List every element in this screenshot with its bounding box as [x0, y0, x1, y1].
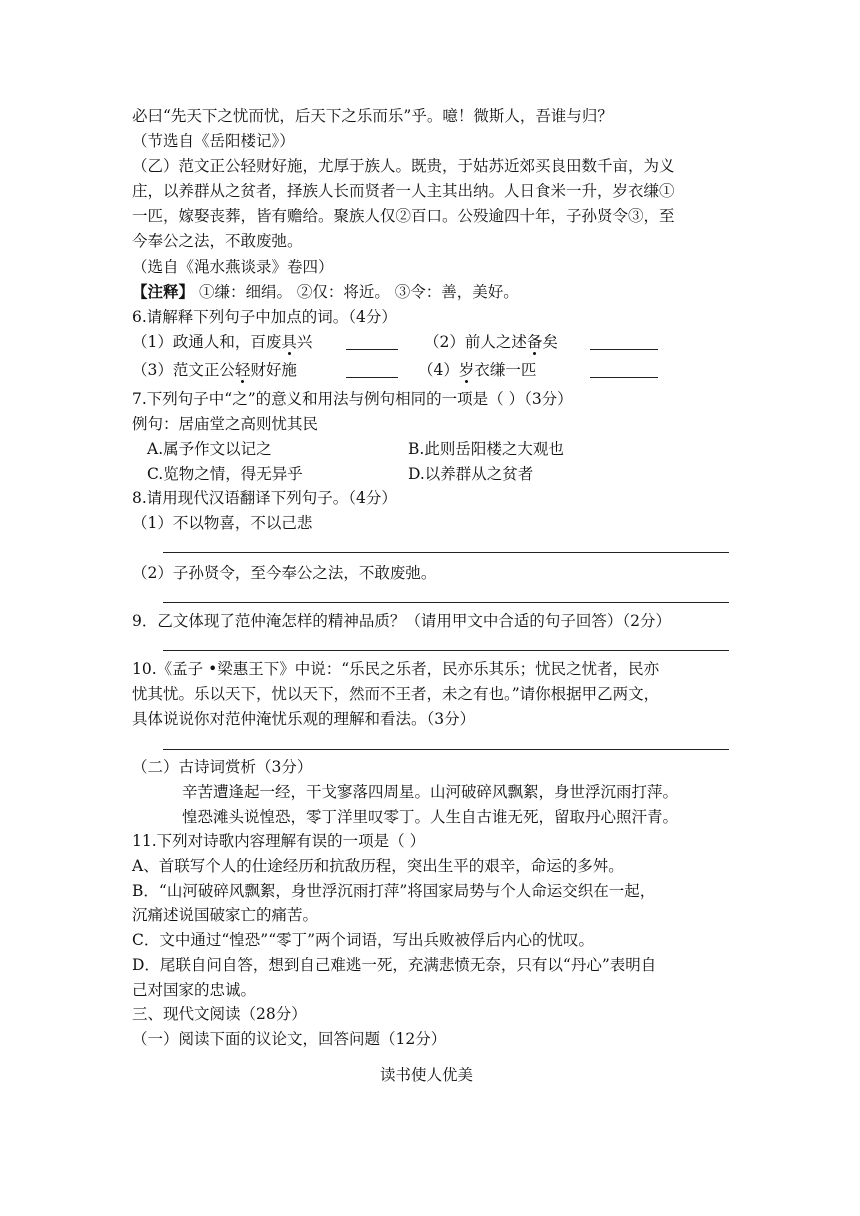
q9-title: 9．乙文体现了范仲淹怎样的精神品质？（请用甲文中合适的句子回答）（2分） — [132, 612, 671, 630]
q8-answer-line-2[interactable] — [163, 602, 729, 603]
q9-answer-line[interactable] — [163, 650, 729, 651]
q6-title: 6.请解释下列句子中加点的词。（4分） — [132, 308, 397, 326]
q10-line-2: 忧其忧。乐以天下，忧以天下，然而不王者，未之有也。”请你根据甲乙两文， — [132, 685, 660, 703]
q6-item-4-pre: （4） — [418, 361, 459, 379]
poem-heading: （二）古诗词赏析（3分） — [132, 758, 313, 776]
q7-title: 7.下列句子中“之”的意义和用法与例句相同的一项是（ ）（3分） — [132, 390, 573, 408]
q6-item-2-post: 矣 — [542, 333, 558, 351]
q10-line-1: 10.《孟子 •梁惠王下》中说：“乐民之乐者，民亦乐其乐；忧民之忧者，民亦 — [132, 660, 660, 678]
jia-end-line: 必曰“先天下之忧而忧，后天下之乐而乐”乎。噫！微斯人，吾谁与归？ — [132, 107, 613, 125]
q6-answer-blank-1[interactable] — [346, 349, 398, 350]
yi-line-2: 庄，以养群从之贫者，择族人长而贤者一人主其出纳。人日食米一升，岁衣缣① — [132, 182, 675, 200]
q10-line-3: 具体说说你对范仲淹忧乐观的理解和看法。（3分） — [132, 710, 476, 728]
q6-item-1-dotted-word: 具 — [281, 333, 297, 351]
jia-source: （节选自《岳阳楼记》） — [132, 132, 295, 150]
q11-option-d-line-1: D．尾联自问自答，想到自己难逃一死，充满悲愤无奈，只有以“丹心”表明自 — [132, 956, 657, 974]
q6-item-3 — [132, 359, 297, 381]
q7-option-d: D.以养群从之贫者 — [408, 465, 534, 483]
q6-item-1-pre: （1）政通人和，百废 — [132, 333, 282, 351]
q6-item-3-dotted-word: 轻 — [234, 361, 251, 379]
poem-line-2: 惶恐滩头说惶恐，零丁洋里叹零丁。人生自古谁无死，留取丹心照汗青。 — [182, 808, 679, 826]
q6-item-1 — [132, 331, 312, 353]
q11-title: 11.下列对诗歌内容理解有误的一项是（ ） — [132, 832, 426, 850]
q6-item-2-pre: （2）前人之述 — [424, 333, 527, 351]
yi-line-1: （乙）范文正公轻财好施，尤厚于族人。既贵，于姑苏近郊买良田数千亩，为义 — [132, 157, 675, 175]
q6-answer-blank-2[interactable] — [590, 349, 658, 350]
q8-sentence-1: （1）不以物喜，不以己悲 — [132, 514, 313, 532]
q7-example: 例句：居庙堂之高则忧其民 — [132, 415, 319, 433]
q8-answer-line-1[interactable] — [163, 552, 729, 553]
q11-option-b-line-2: 沉痛述说国破家亡的痛苦。 — [132, 906, 319, 924]
yi-line-3: 一匹，嫁娶丧葬，皆有赡给。聚族人仅②百口。公殁逾四十年，子孙贤令③，至 — [132, 207, 675, 225]
q8-title: 8.请用现代汉语翻译下列句子。（4分） — [132, 489, 397, 507]
q7-option-c: C.览物之情，得无异乎 — [147, 465, 303, 483]
q7-option-a: A.属予作文以记之 — [147, 440, 272, 458]
yi-source: （选自《渑水燕谈录》卷四） — [132, 258, 334, 276]
q10-answer-line[interactable] — [163, 749, 729, 750]
q6-item-2-dotted-word: 备 — [526, 333, 543, 351]
q8-sentence-2: （2）子孙贤令，至今奉公之法，不敢废弛。 — [132, 564, 437, 582]
section3-subheading: （一）阅读下面的议论文，回答问题（12分） — [132, 1030, 447, 1048]
q6-item-3-post: 财好施 — [250, 361, 297, 379]
q11-option-a: A、首联写个人的仕途经历和抗敌历程，突出生平的艰辛，命运的多舛。 — [132, 857, 624, 875]
yi-line-4: 今奉公之法，不敢废弛。 — [132, 232, 303, 250]
q6-item-3-pre: （3）范文正公 — [132, 361, 235, 379]
poem-line-1: 辛苦遭逢起一经，干戈寥落四周星。山河破碎风飘絮，身世浮沉雨打萍。 — [182, 783, 679, 801]
q6-item-4 — [418, 359, 536, 381]
note-label: 【注释】 — [132, 282, 195, 301]
q7-option-b: B.此则岳阳楼之大观也 — [408, 440, 564, 458]
note-line — [132, 281, 519, 303]
q6-item-4-dotted-word: 岁 — [458, 361, 475, 379]
q11-option-d-line-2: 己对国家的忠诚。 — [132, 981, 257, 999]
q6-answer-blank-3[interactable] — [346, 377, 398, 378]
essay-title: 读书使人优美 — [380, 1066, 474, 1084]
q6-item-4-post: 衣缣一匹 — [474, 361, 537, 379]
q11-option-c: C．文中通过“惶恐”“零丁”两个词语，写出兵败被俘后内心的忧叹。 — [132, 931, 595, 949]
q6-item-1-post: 兴 — [296, 333, 313, 351]
note-text: ①缣：细绢。 ②仅：将近。 ③令：善，美好。 — [198, 283, 519, 301]
q6-answer-blank-4[interactable] — [590, 377, 658, 378]
q11-option-b-line-1: B．“山河破碎风飘絮，身世浮沉雨打萍”将国家局势与个人命运交织在一起， — [132, 882, 656, 900]
section3-heading: 三、现代文阅读（28分） — [132, 1005, 307, 1023]
q6-item-2 — [424, 331, 558, 353]
